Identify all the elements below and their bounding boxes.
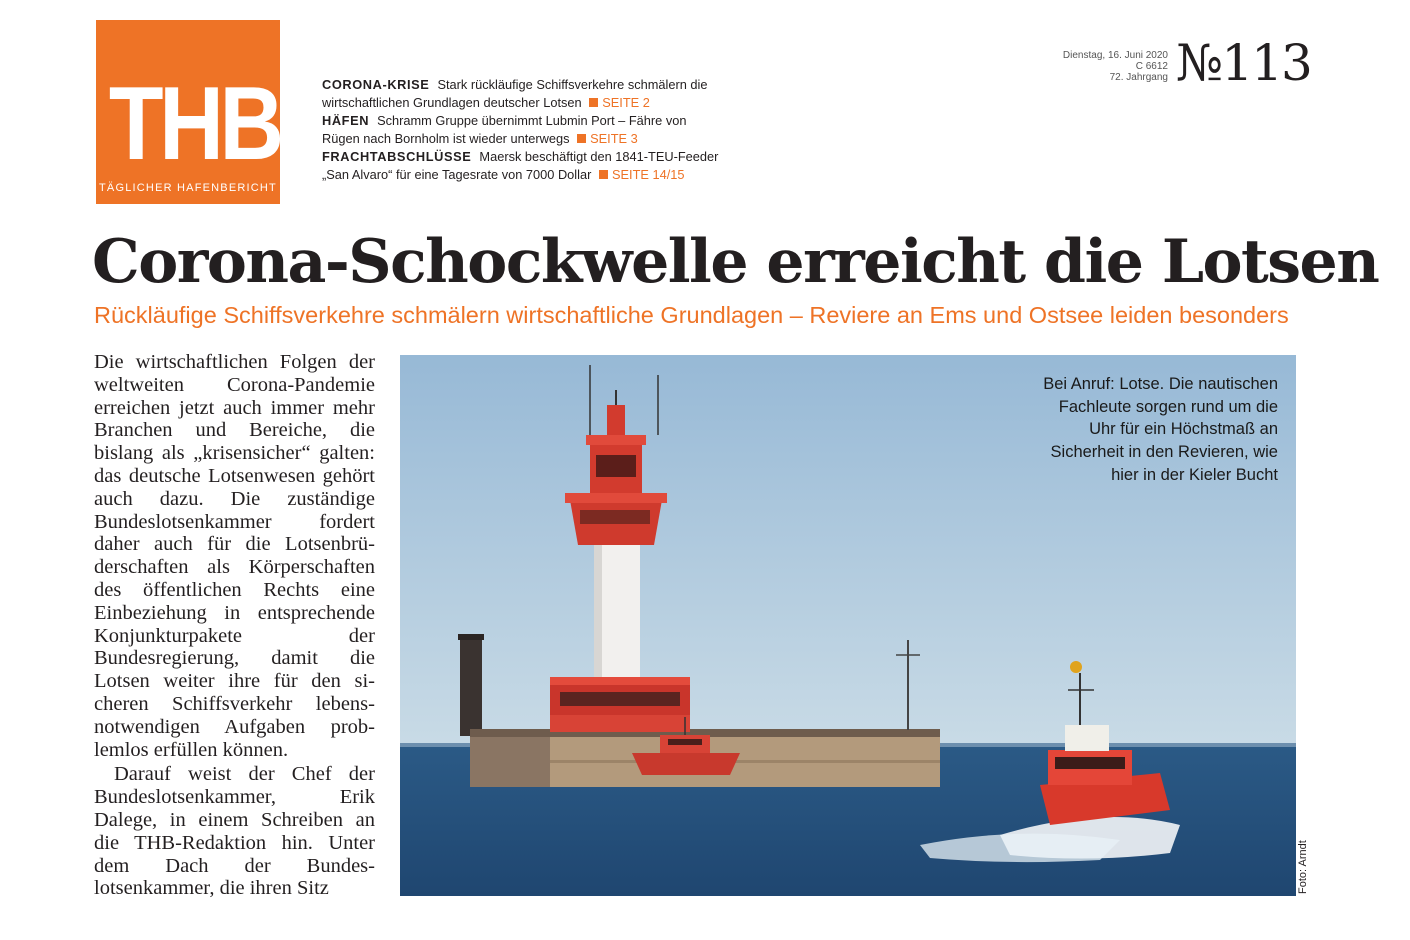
article-paragraph: Darauf weist der Chef der Bundeslotsenkammer, Erik Dalege, in einem Schreiben an die THB-Redaktion hin. Unter dem Dach der Bundeslotsenkammer, die ihren Sitz <box>94 763 375 900</box>
teaser-keyword: HÄFEN <box>322 113 370 128</box>
photo-credit: Foto: Arndt <box>1297 840 1309 894</box>
teaser-page-ref[interactable]: SEITE 3 <box>577 131 638 146</box>
issue-info <box>1020 50 1168 83</box>
logo-text: THB <box>108 66 280 182</box>
teaser-keyword: FRACHTABSCHLÜSSE <box>322 149 472 164</box>
teaser-item[interactable] <box>322 148 720 184</box>
issue-number: №113 <box>1176 34 1311 92</box>
teaser-list <box>322 76 742 184</box>
square-icon <box>577 134 586 143</box>
article-body <box>94 351 375 900</box>
square-icon <box>599 170 608 179</box>
teaser-item[interactable] <box>322 76 714 112</box>
thb-logo[interactable] <box>96 20 280 204</box>
teaser-item[interactable] <box>322 112 714 148</box>
teaser-page-ref[interactable]: SEITE 14/15 <box>599 167 685 182</box>
teaser-text: Schramm Gruppe übernimmt Lubmin Port – Fähre von Rügen nach Bornholm ist wieder unterwegs <box>322 113 687 146</box>
teaser-page-ref[interactable]: SEITE 2 <box>589 95 650 110</box>
teaser-text: Maersk beschäftigt den 1841-TEU-Feeder „San Alvaro“ für eine Tagesrate von 7000 Dollar <box>322 149 719 182</box>
article-paragraph: Die wirtschaftlichen Folgen der weltweiten Corona-Pandemie erreichen jetzt auch immer mehr Branchen und Bereiche, die bislang als „krisensicher“ galten: das deutsche Lotsenwesen gehört auch dazu. Die zuständige Bundeslotsenkammer fordert daher auch für die Lotsenbrüderschaften als Körperschaften des öffentlichen Rechts eine Einbeziehung in entsprechende Konjunkturpakete der Bundesregierung, damit die Lotsen weiter ihre für den sicheren Schiffsverkehr lebensnotwendigen Aufgaben problemlos erfüllen können. <box>94 351 375 761</box>
square-icon <box>589 98 598 107</box>
issue-volume: 72. Jahrgang <box>1109 72 1168 83</box>
issue-date: Dienstag, 16. Juni 2020 <box>1062 50 1168 61</box>
photo-caption: Bei Anruf: Lotse. Die nautischen Fachleute sorgen rund um die Uhr für ein Höchstmaß an Sicherheit in den Revieren, wie hier in der Kieler Bucht <box>1043 375 1278 484</box>
logo-subtitle: TÄGLICHER HAFENBERICHT <box>99 182 277 194</box>
subheadline: Rückläufige Schiffsverkehre schmälern wirtschaftliche Grundlagen – Reviere an Ems und Ostsee leiden besonders <box>94 302 1289 328</box>
issue-code: C 6612 <box>1135 61 1168 72</box>
teaser-keyword: CORONA-KRISE <box>322 77 430 92</box>
teaser-text: Stark rückläufige Schiffsverkehre schmälern die wirtschaftlichen Grundlagen deutscher Lotsen <box>322 77 708 110</box>
article-photo[interactable] <box>400 355 1296 896</box>
headline: Corona-Schockwelle erreicht die Lotsen <box>92 227 1379 297</box>
